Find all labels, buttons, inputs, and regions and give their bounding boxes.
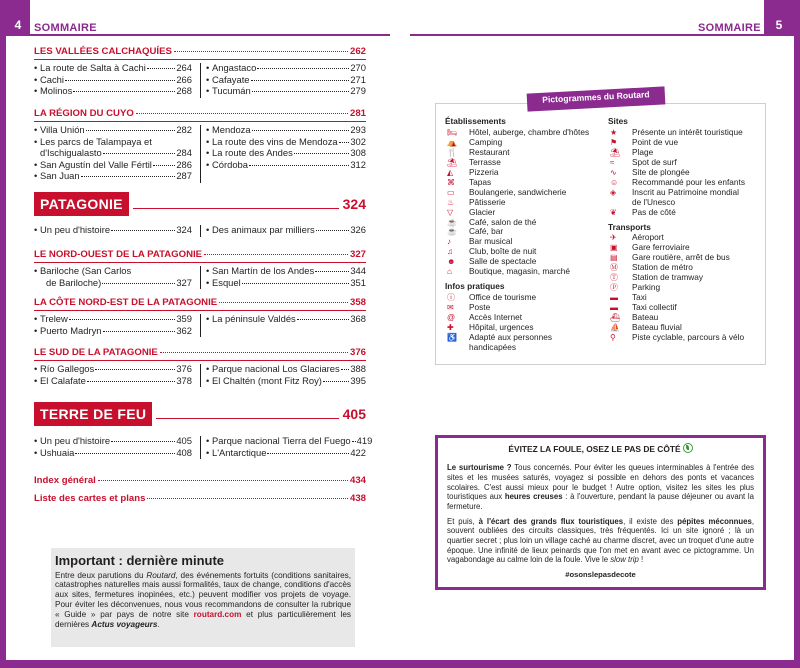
pictogram-label: Bar musical [469,236,513,247]
pictogram-row [608,198,745,208]
kids-icon: ☺ [610,177,619,187]
wheelchair-icon: ♿ [447,333,457,343]
pictogram-label: Station de tramway [632,272,704,283]
section-heading: LES VALLÉES CALCHAQUÍES 262 [34,46,366,57]
toc-item[interactable]: • Cafayate 271 [206,73,366,85]
tram-icon: Ⓣ [610,273,618,283]
pictogram-label: Café, bar [469,226,504,237]
toc-item[interactable]: • Angastaco 270 [206,62,366,74]
part-page: 405 [342,406,366,422]
shop-icon: ⌂ [447,267,452,277]
pictogram-label: Restaurant [469,146,510,157]
pictogram-label: Gare routière, arrêt de bus [632,252,730,263]
right-page-edge [794,0,800,668]
pictogram-label: Boulangerie, sandwicherie [469,186,567,197]
hashtag: #osonslepasdecote [565,569,636,579]
toc-item[interactable]: • El Chaltén (mont Fitz Roy) 395 [206,374,366,386]
pictogram-label: Hôtel, auberge, chambre d'hôtes [469,126,590,137]
bottom-edge [0,660,800,668]
toc-index-general[interactable]: Index général 434 [34,475,366,486]
diving-icon: ∿ [610,167,617,177]
terrace-icon: ⛱ [447,157,458,167]
train-icon: ▣ [610,243,618,253]
toc-item[interactable]: • Trelew 359 [34,313,192,325]
toc-item[interactable]: • Un peu d'histoire 324 [34,224,192,235]
pictogram-label: Piste cyclable, parcours à vélo [632,332,745,343]
pizza-icon: ◭ [447,167,454,177]
toc-part-terre-de-feu[interactable] [34,402,366,426]
parking-icon: Ⓟ [610,283,618,293]
pictogram-row [445,188,589,198]
toc-item[interactable]: • L'Antarctique 422 [206,446,366,458]
pictogram-label: Bateau fluvial [632,322,682,333]
pictogram-label: Aéroport [632,232,664,243]
left-page-title: SOMMAIRE [34,22,97,34]
pictogram-row [445,293,589,303]
unesco-icon: ◈ [610,187,617,197]
pictogram-label: Glacier [469,206,496,217]
pictogram-label: Taxi collectif [632,302,677,313]
section-heading: LA RÉGION DU CUYO 281 [34,108,366,119]
pictogram-label: Parking [632,282,661,293]
part-title: TERRE DE FEU [34,402,152,426]
pictogram-row [445,158,589,168]
toc-item[interactable]: • Cachi 266 [34,73,192,85]
pictogram-row [445,128,589,138]
toc-item-cont[interactable]: de Bariloche) 327 [46,276,192,288]
pictogram-label: Accès Internet [469,312,523,323]
toc-item[interactable]: • Esquel 351 [206,276,366,288]
routard-link[interactable]: routard.com [193,609,242,619]
crowd-box-paragraph-1: Le surtourisme ? Tous concernés. Pour éviter les queues interminables à l'entrée des sites et les musées saturés, voyagez si possible en dehors des ponts et vacances scolaires. C'est aussi mieux pour le budget ! Autre option, visitez les sites les plus touristiques aux heures creuses : à l'ouverture, pendant la pause déjeuner ou avant la fermeture. [447,463,754,512]
bus-icon: ▤ [610,253,618,263]
taxi-icon: ▬ [610,293,618,303]
info-icon: ⓘ [447,293,455,303]
metro-icon: Ⓜ [610,263,618,273]
toc-item[interactable]: • Córdoba 312 [206,158,366,170]
bed-icon: 🛏 [447,127,458,137]
crowd-box-paragraph-2: Et puis, à l'écart des grands flux touristiques, il existe des pépites méconnues, souvent oubliées des circuits classiques, très fréquentés. Ici un site ignoré ; là un quartier secret ; plus loin un village caché au charme discret, avec un troquet d'une autre époque. Une infinité de lieux peinards que l'on met en avant avec ce pictogramme. Un vagabondage au calme loin de la foule. Vive le slow trip ! [447,516,754,565]
pictogram-label: Plage [632,146,654,157]
theatre-icon: ☻ [447,257,456,267]
toc-part-patagonie-items [34,225,366,237]
surf-icon: ≈ [610,157,615,167]
toc-item[interactable]: • San Agustín del Valle Fértil 286 [34,158,192,170]
beach-icon: ⛱ [610,147,621,157]
pictogram-continuation [608,198,632,208]
part-title: PATAGONIE [34,192,129,216]
toc-item[interactable]: • Un peu d'histoire 405 [34,435,192,446]
pictogram-group-heading: Transports [608,221,651,232]
pictogram-continuation [445,343,469,353]
pictogram-row [445,138,589,148]
pictogram-label: Café, salon de thé [469,216,537,227]
pictogram-label: Adapté aux personnes [469,332,553,343]
tapas-icon: ⌘ [447,177,455,187]
section-heading: LE NORD-OUEST DE LA PATAGONIE 327 [34,249,366,260]
pictogram-row [445,227,589,237]
left-page-number: 4 [6,0,30,34]
pastry-icon: ♨ [447,197,455,207]
toc-item[interactable]: • La route de Salta à Cachi 264 [34,62,192,74]
toc-item[interactable]: • San Juan 287 [34,170,192,182]
pictogram-row [608,283,745,293]
pictogram-label: Pas de côté [632,206,676,217]
pictogram-label: Terrasse [469,156,501,167]
hospital-icon: ✚ [447,323,454,333]
pictogram-row [608,333,745,343]
icecream-icon: ▽ [447,207,454,217]
toc-section-sud[interactable] [34,347,366,387]
at-icon: @ [447,313,456,323]
mail-icon: ✉ [447,303,454,313]
pictograms-column-2 [608,117,745,343]
toc-item[interactable]: • Río Gallegos 376 [34,363,192,375]
river-boat-icon: ⛵ [610,323,620,333]
toc-item[interactable]: • Tucumán 279 [206,85,366,97]
toc-item[interactable]: • Parque nacional Los Glaciares 388 [206,363,366,375]
bread-icon: ▭ [447,187,455,197]
pictogram-label: Spot de surf [632,156,677,167]
right-page-title: SOMMAIRE [698,22,761,34]
coffee-icon: ☕ [447,227,457,237]
crowd-box-title: ÉVITEZ LA FOULE, OSEZ LE PAS DE CÔTÉ [447,443,754,454]
toc-item[interactable]: • Bariloche (San Carlos [34,265,132,277]
tent-icon: ⛺ [447,137,457,147]
toc-item[interactable]: • Ushuaia 408 [34,446,192,458]
toc-liste-cartes[interactable]: Liste des cartes et plans 438 [34,493,366,504]
important-notice [51,548,355,647]
pictogram-label: de l'Unesco [632,196,676,207]
boat-icon: ⛴ [610,313,621,323]
pictogram-label: Poste [469,302,491,313]
section-heading: LA CÔTE NORD-EST DE LA PATAGONIE 358 [34,297,366,308]
star-icon: ★ [610,127,618,137]
important-text: Entre deux parutions du Routard, des événements fortuits (conditions sanitaires, catastrophes naturelles mais aussi formalités, taux de change, conditions d'accès aux sites, fermetures inopinées, etc.) peuvent modifier vos projets de voyage. Pour éviter les déconvenues, nous vous recommandons de consulter la rubrique « Guide » par pays de notre site routard.com et plus particulièrement les dernières Actus voyageurs. [55,570,351,629]
toc-section-vallees[interactable] [34,46,366,98]
pictogram-label: Tapas [469,176,492,187]
pictogram-label: Bateau [632,312,659,323]
shared-taxi-icon: ▬ [610,303,618,313]
pictogram-row [608,188,745,198]
pictogram-label: Gare ferroviaire [632,242,690,253]
toc-item[interactable]: • Villa Unión 282 [34,124,192,136]
pictogram-row [445,148,589,158]
pictogram-label: Point de vue [632,136,679,147]
important-title: Important : dernière minute [55,553,225,568]
pictogram-group-heading: Établissements [445,116,506,126]
toc-item[interactable]: • San Martín de los Andes 344 [206,265,366,277]
bicycle-icon: ⚲ [610,333,616,343]
toc-item[interactable]: • Parque nacional Tierra del Fuego 419 [206,435,373,446]
pictogram-label: Pâtisserie [469,196,506,207]
dance-icon: ♫ [447,247,453,257]
pictogram-row [608,303,745,313]
restaurant-icon: 🍴 [447,147,457,157]
viewpoint-icon: ⚑ [610,137,618,147]
crowd-avoidance-box [435,435,766,590]
pictogram-row [445,267,589,277]
pictogram-label: Présente un intérêt touristique [632,126,743,137]
pictogram-label: Club, boîte de nuit [469,246,537,257]
pictogram-row [608,273,745,283]
pictogram-label: Site de plongée [632,166,690,177]
pictogram-label: Inscrit au Patrimoine mondial [632,186,739,197]
toc-section-cote-nord-est[interactable] [34,297,366,337]
pictogram-group-heading: Sites [608,116,628,126]
section-heading: LE SUD DE LA PATAGONIE 376 [34,347,366,358]
part-page: 324 [342,196,366,212]
pictograms-banner: Pictogrammes du Routard [527,86,666,111]
toc-section-nord-ouest[interactable] [34,249,366,289]
pictogram-row [445,218,589,228]
toc-section-cuyo[interactable] [34,108,366,183]
toc-item[interactable]: • Les parcs de Talampaya et [34,135,152,147]
toc-item[interactable]: • Molinos 268 [34,85,192,97]
toc-item[interactable]: • Mendoza 293 [206,124,366,136]
teapot-icon: ☕ [447,217,457,227]
toc-item[interactable]: • Puerto Madryn 362 [34,324,192,336]
pictogram-label: handicapées [469,341,517,352]
pictogram-label: Office de tourisme [469,292,537,303]
pictogram-label: Camping [469,136,503,147]
music-icon: ♪ [447,237,451,247]
toc-item[interactable]: • Des animaux par milliers 326 [206,224,366,235]
pictogram-label: Boutique, magasin, marché [469,266,571,277]
pictogram-row [608,208,745,218]
pictogram-group-heading: Infos pratiques [445,281,505,292]
pictogram-row [445,198,589,208]
toc-item[interactable]: • La route des Andes 308 [206,147,366,159]
pictograms-column-1 [445,117,589,353]
pictogram-label: Station de métro [632,262,693,273]
pictogram-row [445,168,589,178]
toc-part-patagonie[interactable] [34,192,366,216]
pictogram-row [445,343,589,353]
toc-item[interactable]: • El Calafate 378 [34,374,192,386]
toc-item[interactable]: • La route des vins de Mendoza 302 [206,135,366,147]
pictogram-label: Salle de spectacle [469,256,537,267]
toc-item-cont[interactable]: d'Ischigualasto 284 [40,147,192,159]
plane-icon: ✈ [610,233,617,243]
toc-item[interactable]: • La péninsule Valdés 368 [206,313,366,325]
pictogram-row [608,138,745,148]
leaf-icon [683,443,693,453]
pictogram-label: Recommandé pour les enfants [632,176,745,187]
pictogram-row [445,333,589,343]
right-page-number: 5 [764,0,794,34]
leaf-icon: ❦ [610,207,617,217]
pictogram-label: Hôpital, urgences [469,322,534,333]
toc-part-terre-de-feu-items [34,435,373,459]
left-page-edge [0,0,6,668]
pictogram-label: Taxi [632,292,647,303]
pictogram-label: Pizzeria [469,166,499,177]
